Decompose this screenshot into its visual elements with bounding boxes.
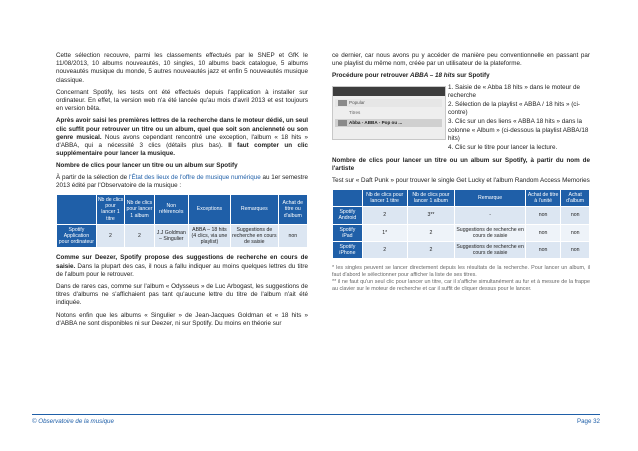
table-cell: 2 — [96, 224, 124, 248]
intro-paragraph: Cette sélection recouvre, parmi les classements effectués par le SNEP et GfK le 11/08/2013, 10 albums nouveautés, 10 singles, 10 albums back catalogue, 5 albums nouveautés musique du monde, 5 autres nouveautés jazz et enfin 5 nouveautés musique classique. — [56, 52, 308, 84]
list-item: 1. Saisie de « Abba 18 hits » dans le moteur de recherche — [448, 83, 580, 99]
daft-punk-paragraph: Test sur « Daft Punk » pour trouver le single Get Lucky et l'album Random Access Memories — [332, 176, 590, 184]
heading-italic-text: ABBA – 18 hits — [410, 72, 455, 80]
table-row — [57, 224, 308, 248]
spotify-search-screenshot — [332, 86, 446, 140]
table-cell: 2 — [407, 224, 455, 241]
table-cell: - — [455, 207, 526, 224]
selection-paragraph — [56, 174, 308, 190]
table-cell: 2 — [407, 242, 455, 259]
table-header-cell: Nb de clics pour lancer 1 album — [125, 195, 155, 225]
table-cell: 1* — [362, 224, 407, 241]
table-header-cell: Non référencés — [154, 195, 188, 225]
table-cell: non — [561, 207, 590, 224]
table-cell: non — [561, 224, 590, 241]
selection-text: À partir de la sélection de — [56, 173, 129, 181]
deezer-comparison-paragraph — [56, 254, 308, 279]
screenshot-row-label: Popular — [349, 99, 365, 105]
table-header-cell: Achat de titre à l'unité — [525, 189, 560, 206]
screenshot-row — [335, 99, 442, 107]
page-number: Page 32 — [576, 418, 600, 425]
copyright-text: © Observatoire de la musique — [32, 418, 114, 425]
etat-des-lieux-link[interactable]: l'État des lieux de l'offre de musique numérique — [128, 173, 261, 181]
table-cell: Spotify iPhone — [333, 242, 363, 259]
spotify-tests-paragraph: Concernant Spotify, les tests ont été effectués depuis l'application à installer sur ordinateur. En effet, la version web n'a été lancée qu'au mois d'avril 2013 et est toujours en version bêta. — [56, 88, 308, 113]
footnote-double-star: ** il ne faut qu'un seul clic pour lancer un titre, car il s'affiche simultanément au fur et à mesure de la frappe au clavier sur le moteur de recherche et car il suffit de cliquer dessus pour le lancer. — [332, 279, 590, 293]
table-row — [333, 224, 590, 241]
table-cell: 3** — [407, 207, 455, 224]
album-thumbnail-icon — [338, 100, 347, 106]
table-cell: 2 — [125, 224, 155, 248]
list-item: 4. Clic sur le titre pour lancer la lecture. — [448, 144, 558, 152]
playlist-paragraph: ce dernier, car nous avons pu y accéder de manière peu conventionnelle en passant par une playlist du même nom, créée par un utilisateur de la plateforme. — [332, 52, 590, 68]
clicks-paragraph — [56, 117, 308, 158]
odysseus-paragraph: Dans de rares cas, comme sur l'album « Odysseus » de Luc Arbogast, les suggestions de titres d'albums ne s'affichaient pas tant qu'aucune lettre du titre de l'album n'ait été indiquée. — [56, 283, 308, 307]
footnote-single-star: * les singles peuvent se lancer directement depuis les résultats de la recherche. Pour lancer un album, il faut d'abord le sélectionner pour afficher la liste de ses titres. — [332, 265, 590, 279]
section-heading-spotify-clicks: Nombre de clics pour lancer un titre ou un album sur Spotify — [56, 162, 238, 170]
selection-text-end: au 1er semestre 2013 édité par l'Observatoire de la musique : — [56, 173, 308, 189]
list-item: 3. Clic sur un des liens « ABBA 18 hits » dans la colonne « Album » (ci-dessous la playlist ABBA/18 hits) — [448, 118, 589, 142]
table-row — [333, 242, 590, 259]
deezer-bold-text: Comme sur Deezer, Spotify propose des suggestions de recherche en cours de saisie. — [56, 254, 308, 270]
table-cell: Suggestions de recherche en cours de saisie — [455, 224, 526, 241]
table-cell: non — [525, 242, 560, 259]
table-header-cell — [57, 195, 97, 225]
screenshot-row-label: Titres — [349, 109, 361, 115]
table-header-row — [333, 189, 590, 206]
spotify-desktop-table — [56, 194, 308, 248]
availability-paragraph: Notons enfin que les albums « Singulier » de Jean-Jacques Goldman et « 18 hits » d'ABBA ne sont disponibles ni sur Deezer, ni sur Spotify. Du moins en théorie sur — [56, 311, 308, 327]
screenshot-row-label: Abba - ABBA - Pop ou ... — [349, 119, 403, 125]
left-column — [56, 52, 308, 332]
table-cell: ABBA – 18 hits (4 clics, via une playlist) — [188, 224, 230, 248]
list-item: 2. Sélection de la playlist « ABBA / 18 hits » (ci-contre) — [448, 101, 580, 117]
table-cell: Suggestions de recherche en cours de saisie — [231, 224, 279, 248]
right-column — [332, 52, 590, 293]
table-header-cell: Remarque — [455, 189, 526, 206]
clicks-text: Nous avons cependant rencontré une exception, l'album « 18 hits » d'ABBA, qui a nécessité 3 clics (détails plus bas). — [56, 133, 309, 150]
table-header-cell: Nb de clics pour lancer 1 album — [407, 189, 455, 206]
procedure-steps — [448, 84, 590, 153]
table-cell: non — [525, 207, 560, 224]
table-cell: non — [525, 224, 560, 241]
clicks-bold-end: Il faut compter un clic supplémentaire pour lancer la musique. — [56, 142, 308, 158]
deezer-text: Dans la plupart des cas, il nous a fallu indiquer au moins quelques lettres du titre de l'album pour le retrouver. — [56, 262, 308, 278]
page-footer — [32, 414, 600, 425]
table-header-cell: Achat d'album — [561, 189, 590, 206]
table-cell: J.J Goldman – Singulier — [154, 224, 188, 248]
table-cell: 2 — [362, 242, 407, 259]
table-cell: Spotify iPad — [333, 224, 363, 241]
table-header-cell: Exceptions — [188, 195, 230, 225]
table-cell: non — [561, 242, 590, 259]
section-heading-abba-procedure — [332, 72, 590, 80]
table-cell: Suggestions de recherche en cours de saisie — [455, 242, 526, 259]
table-cell: non — [278, 224, 307, 248]
table-header-cell: Nb de clics pour lancer 1 titre — [362, 189, 407, 206]
table-header-cell: Nb de clics pour lancer 1 titre — [96, 195, 124, 225]
table-cell: Spotify Application pour ordinateur — [57, 224, 97, 248]
screenshot-search-bar — [333, 87, 445, 96]
spotify-mobile-table — [332, 189, 590, 260]
screenshot-row-selected — [335, 119, 442, 127]
table-header-cell: Achat de titre ou d'album — [278, 195, 307, 225]
table-cell: 2 — [362, 207, 407, 224]
clicks-bold-text: Après avoir saisi les premières lettres de la recherche dans le moteur dédié, un seul clic suffit pour retrouver un titre ou un album, quel que soit son ancienneté ou son genre musical. — [56, 117, 308, 141]
section-heading-artist-search: Nombre de clics pour lancer un titre ou un album sur Spotify, à partir du nom de l'artiste — [332, 157, 590, 173]
table-header-cell — [333, 189, 363, 206]
heading-text-end: sur Spotify — [454, 72, 490, 80]
table-header-row — [57, 195, 308, 225]
table-row — [333, 207, 590, 224]
table-header-cell: Remarques — [231, 195, 279, 225]
table-cell: Spotify Android — [333, 207, 363, 224]
album-thumbnail-icon — [338, 120, 347, 126]
heading-text: Procédure pour retrouver — [332, 72, 411, 80]
screenshot-row — [335, 109, 442, 117]
